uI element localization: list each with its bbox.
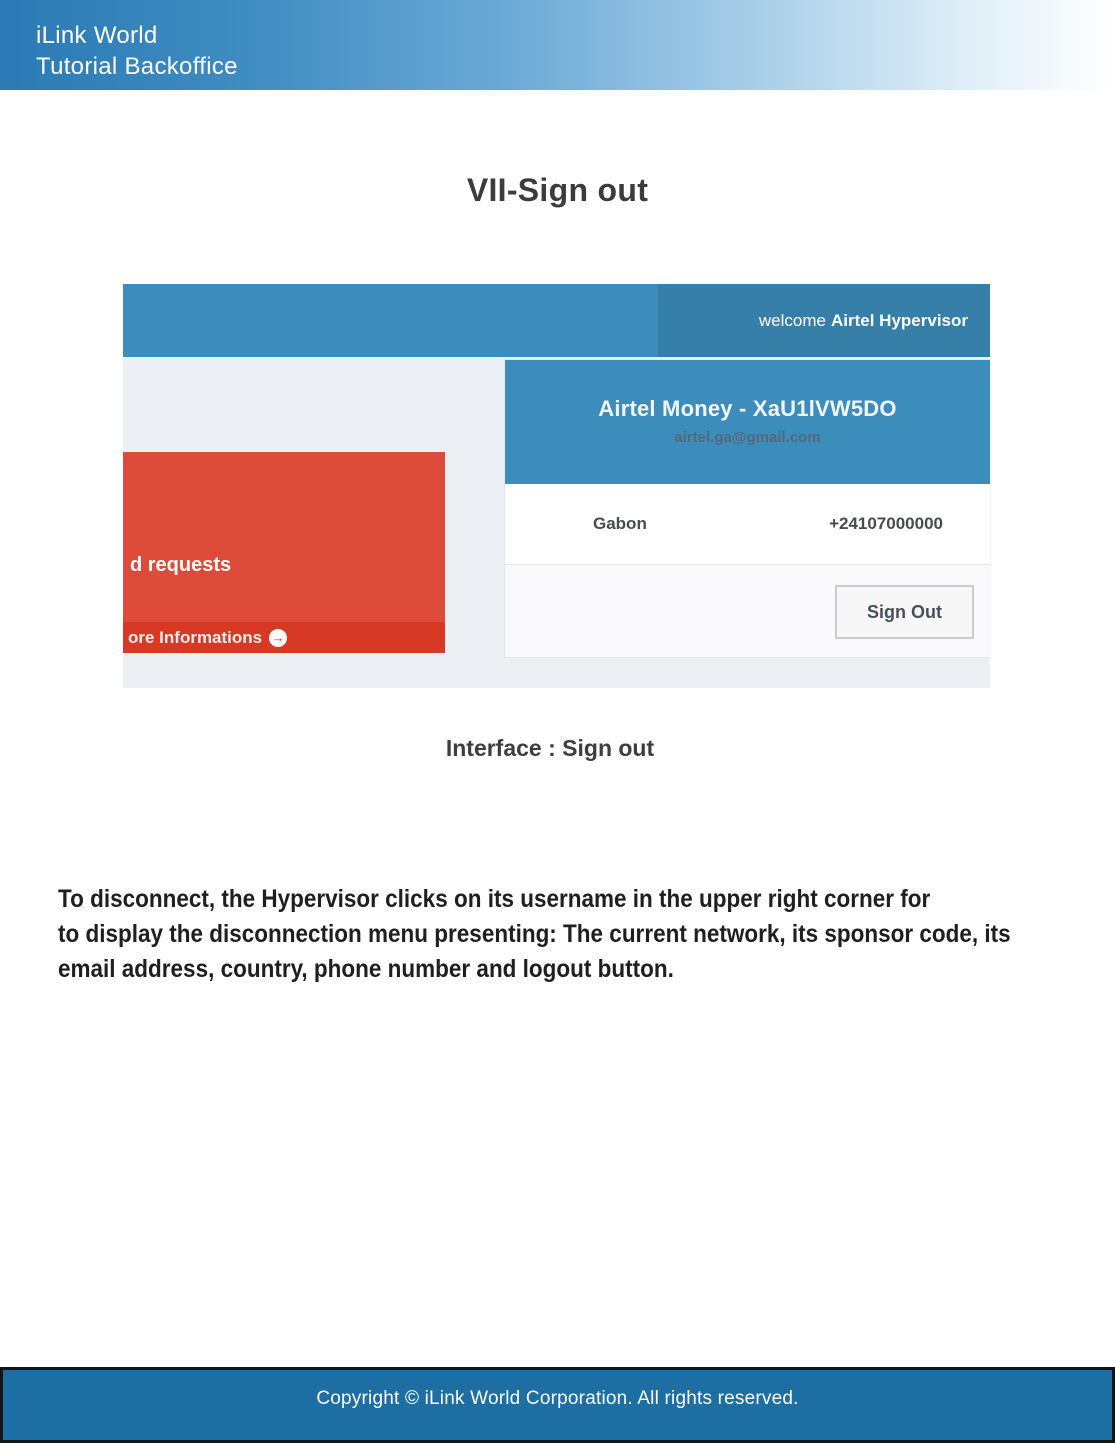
- header-band: [0, 0, 1115, 90]
- user-dropdown-header: [505, 360, 990, 484]
- country-link[interactable]: Gabon: [593, 514, 647, 533]
- user-menu-toggle[interactable]: [658, 284, 990, 357]
- paragraph-line-1: To disconnect, the Hypervisor clicks on its username in the upper right corner for: [58, 885, 931, 913]
- body-paragraph: [58, 882, 1030, 987]
- paragraph-line-2: to display the disconnection menu presenting: The current network, its sponsor code, its: [58, 920, 1011, 948]
- brand-line1: iLink World: [36, 22, 158, 49]
- user-dropdown-body: [505, 484, 990, 565]
- section-title: VII-Sign out: [466, 172, 649, 208]
- phone-link[interactable]: +24107000000: [829, 514, 943, 533]
- copyright-text: Copyright © iLink World Corporation. All rights reserved.: [316, 1388, 799, 1409]
- screenshot-figure: [123, 284, 990, 688]
- paragraph-line-3: email address, country, phone number and logout button.: [58, 955, 674, 983]
- network-name: Airtel Money - XaU1lVW5DO: [598, 396, 897, 421]
- red-card-label: d requests: [130, 554, 232, 576]
- app-navbar: [123, 284, 990, 357]
- red-info-card: [123, 452, 445, 653]
- user-dropdown-footer: [505, 565, 990, 657]
- sign-out-button[interactable]: Sign Out: [835, 585, 974, 639]
- footer-band: [0, 1367, 1115, 1443]
- brand-line2: Tutorial Backoffice: [36, 53, 238, 80]
- user-dropdown-menu: [505, 360, 990, 657]
- user-email: airtel.ga@gmail.com: [674, 429, 821, 446]
- more-informations-link[interactable]: [123, 622, 445, 653]
- welcome-label: welcome: [758, 310, 826, 330]
- username-label: Airtel Hypervisor: [831, 310, 968, 330]
- more-informations-label: ore Informations: [128, 627, 263, 647]
- arrow-circle-right-icon: →: [269, 629, 287, 647]
- brand-title: [36, 20, 238, 82]
- app-content: [123, 357, 990, 688]
- figure-caption: Interface : Sign out: [445, 735, 655, 761]
